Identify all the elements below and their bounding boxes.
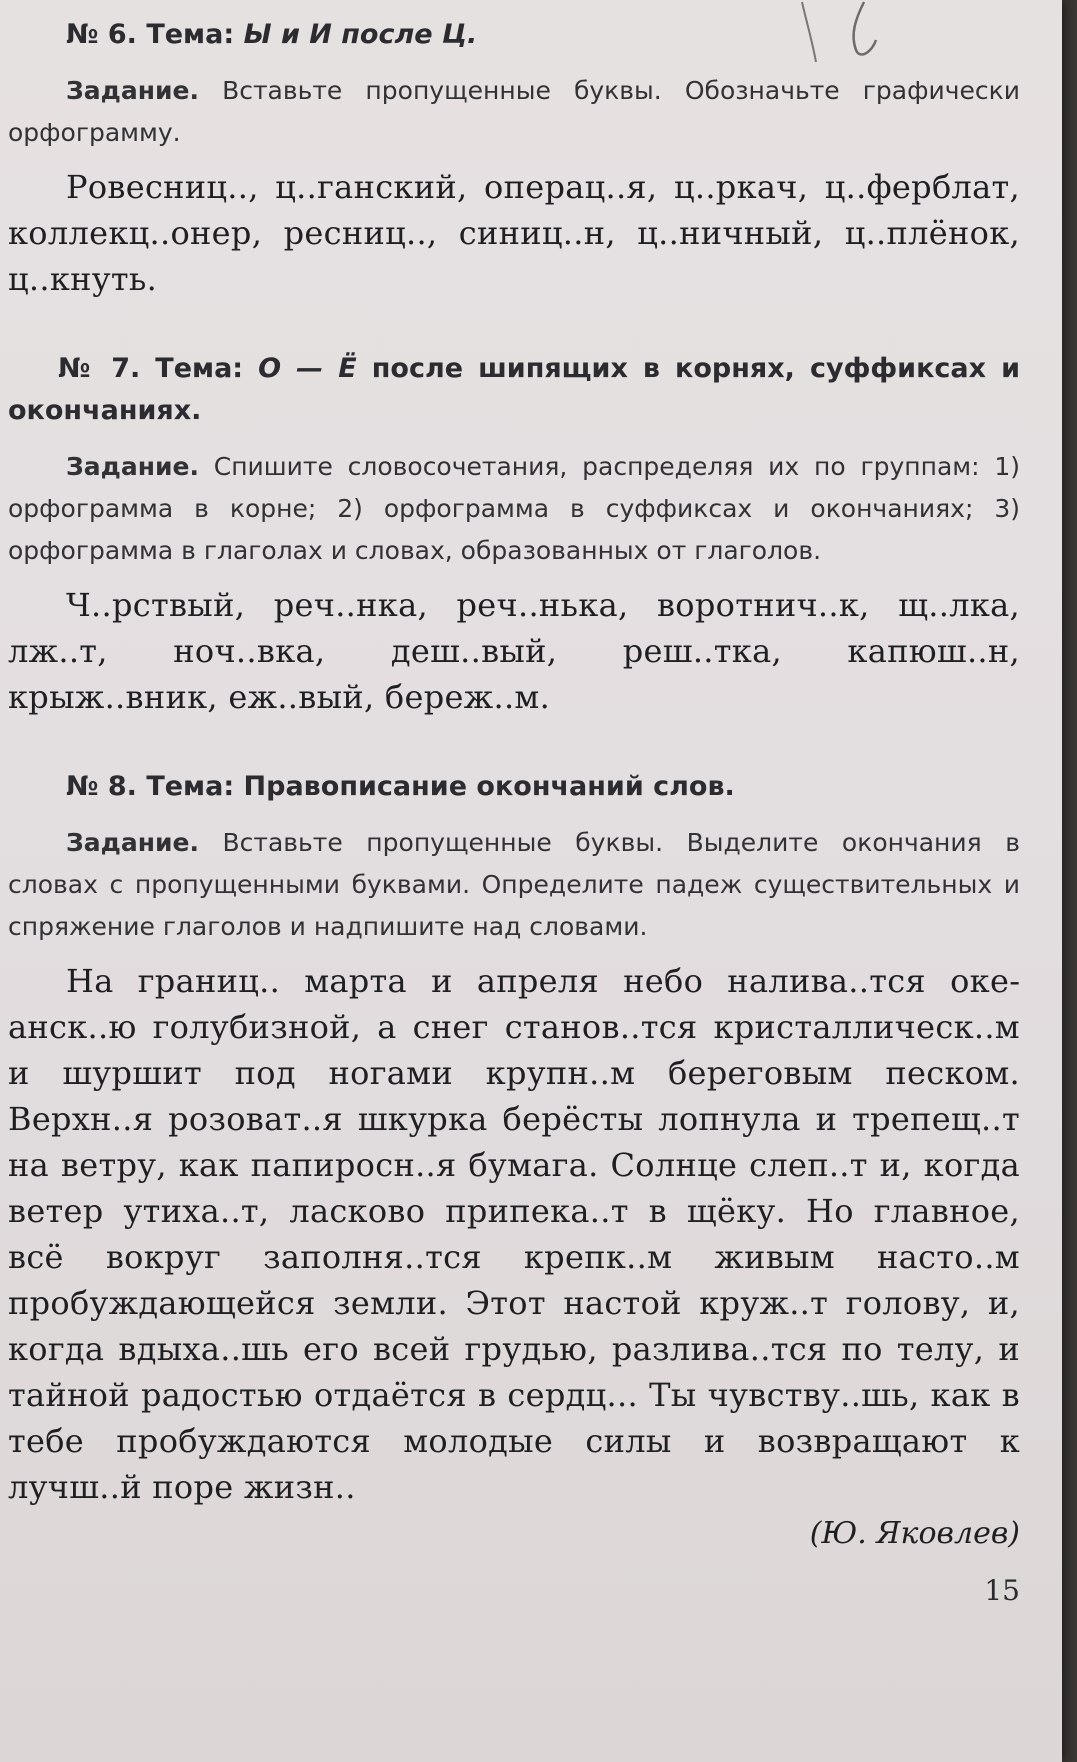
exercise-6-task (8, 70, 1038, 154)
page-content (8, 14, 1038, 1653)
exercise-7-number: № 7. Тема: (58, 353, 244, 384)
exercise-7-topic: О — Ё (258, 353, 357, 384)
author-attribution: (Ю. Яковлев) (809, 1516, 1020, 1551)
exercise-6-heading (8, 14, 1038, 56)
exercise-8-task-text: Вставьте пропущенные буквы. Выделите окончания в словах с пропущенными буквами. Определите падеж существительных и спряжение глаголов и надпишите над словами. (8, 828, 1020, 941)
exercise-7-task-text: Спишите словосочетания, распределяя их по группам: 1) орфограмма в корне; 2) орфограмма в суффиксах и окончаниях; 3) орфограмма в глаголах и словах, образованных от глаголов. (8, 452, 1020, 565)
exercise-6-words: Ровесниц.., ц..ганский, операц..я, ц..ркач, ц..ферблат, коллекц..онер, ресниц.., синиц..н, ц..ничный, ц..плёнок, ц..кнуть. (8, 168, 1020, 298)
exercise-7-topic-rest: после шипящих в корнях, суффиксах и окончаниях. (8, 353, 1021, 426)
exercise-7 (8, 348, 1038, 720)
exercise-7-task (8, 446, 1038, 572)
exercise-6 (8, 14, 1038, 302)
exercise-6-number: № 6. Тема: (66, 19, 235, 50)
task-label: Задание. (66, 76, 199, 105)
exercise-8-text: На границ.. марта и апреля небо налива..тся океанск..ю голубизной, а снег станов..тся кристаллическ..м и шуршит под ногами крупн..м береговым песком. Верхн..я розоват..я шкурка берёсты лопнула и трепещ..т на ветру, как папиросн..я бумага. Солнце слеп..т и, когда ветер утиха..т, ласково припека..т в щёку. Но главное, всё вокруг заполня..тся крепк..м живым насто..м пробуждающейся земли. Этот настой круж..т голову, и, когда вдыха..шь его всей грудью, разлива..тся по телу, и тайной радостью отдаётся в сердц... Ты чувству..шь, как в тебе пробуждаются молодые силы и возвращают к лучш..й поре жизн.. (8, 962, 1020, 1506)
exercise-8-heading: № 8. Тема: Правописание окончаний слов. (66, 771, 735, 802)
exercise-6-task-text: Вставьте пропущенные буквы. Обозначьте графически орфограмму. (8, 76, 1020, 147)
task-label: Задание. (66, 828, 199, 857)
exercise-6-topic: Ы и И после Ц. (243, 19, 478, 50)
exercise-7-heading (8, 348, 1038, 432)
exercise-7-words: Ч..рствый, реч..нка, реч..нька, воротнич..к, щ..лка, лж..т, ноч..вка, деш..вый, реш..тка, капюш..н, крыж..вник, еж..вый, береж..м. (8, 586, 1020, 716)
exercise-8 (8, 766, 1038, 1607)
exercise-8-task (8, 822, 1038, 948)
page-number: 15 (984, 1574, 1020, 1607)
task-label: Задание. (66, 452, 199, 481)
